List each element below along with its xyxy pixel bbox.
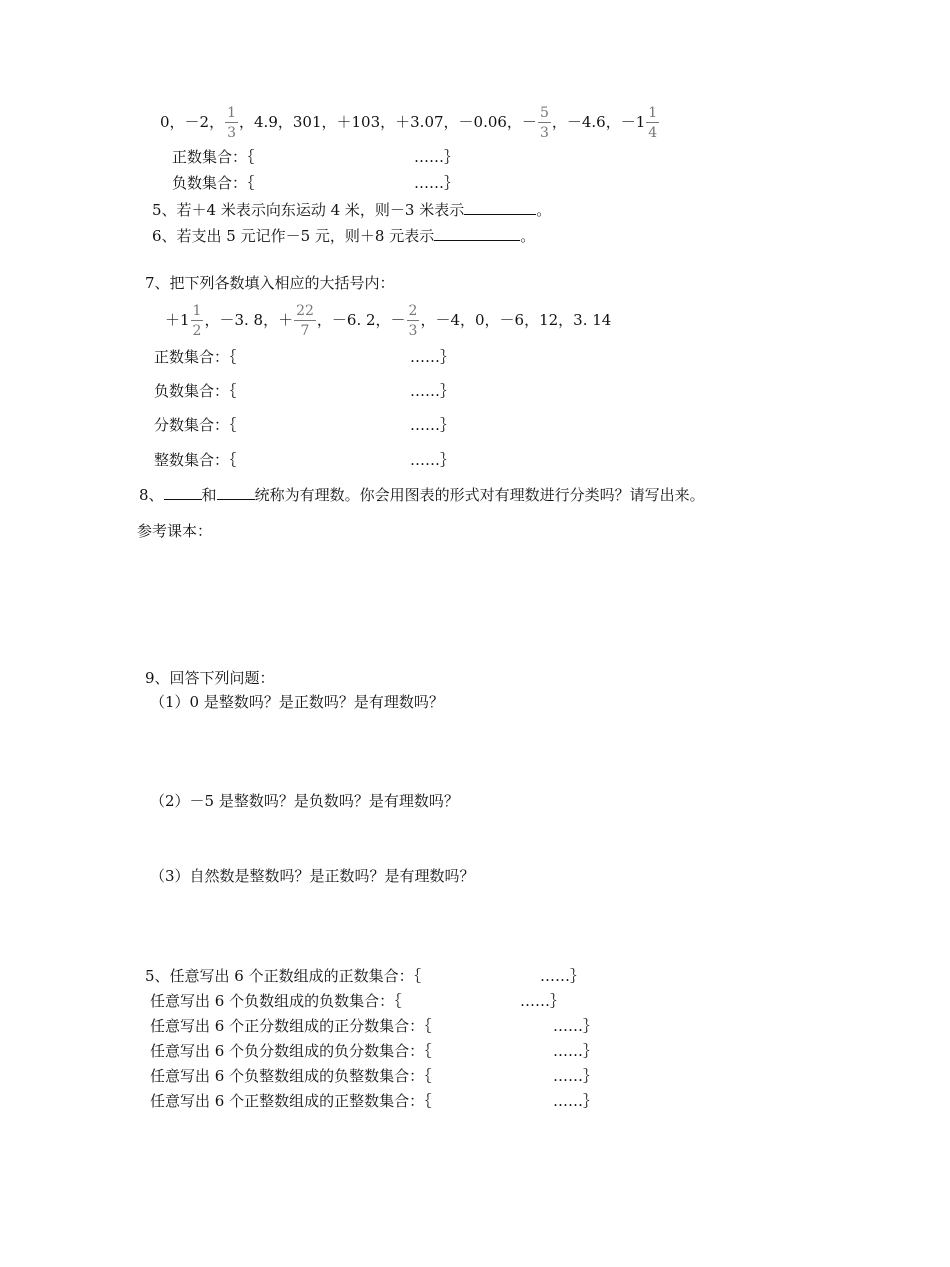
q7-set-negative-end: ……｝ <box>410 382 456 400</box>
fraction-22-7: $\frac{22}{7}$ <box>296 303 314 339</box>
q4-numbers-b: ，4.9，301，＋103，＋3.07，－0.06，－ <box>239 113 537 131</box>
q5b-line-negative-fraction-end: ……｝ <box>553 1042 599 1060</box>
q5b-line-positive-fraction: 任意写出 6 个正分数组成的正分数集合：｛ <box>150 1017 432 1035</box>
q4-set-negative <box>172 173 255 193</box>
q4-set-positive <box>172 147 255 167</box>
q4-set-negative-end: ……｝ <box>414 174 460 192</box>
q5b-line-positive-integer-end: ……｝ <box>553 1092 599 1110</box>
fraction-1-2: $\frac{1}{2}$ <box>192 303 202 339</box>
q5b-line-negative-integer: 任意写出 6 个负整数组成的负整数集合：｛ <box>150 1067 432 1085</box>
q5b-line-negative-fraction: 任意写出 6 个负分数组成的负分数集合：｛ <box>150 1042 432 1060</box>
fraction-2-3: $\frac{2}{3}$ <box>408 303 418 339</box>
question-5: 5、若＋4 米表示向东运动 4 米，则－3 米表示 。 <box>152 201 552 219</box>
set-label: 正数集合：｛ <box>172 148 255 166</box>
q7-set-fraction: 分数集合：｛ <box>154 416 237 434</box>
answer-blank[interactable] <box>217 484 255 500</box>
fraction-5-3: $\frac{5}{3}$ <box>539 105 549 141</box>
q5b-line-positive: 5、任意写出 6 个正数组成的正数集合：｛ <box>145 967 422 985</box>
fraction-1-3: $\frac{1}{3}$ <box>227 105 237 141</box>
q4-set-positive-end: ……｝ <box>414 148 460 166</box>
q9-item-1: （1）0 是整数吗？是正数吗？是有理数吗？ <box>150 693 444 711</box>
fraction-1-4: $\frac{1}{4}$ <box>648 105 658 141</box>
q5b-line-negative: 任意写出 6 个负数组成的负数集合：｛ <box>150 992 402 1010</box>
question-9-title: 9、回答下列问题： <box>145 669 275 687</box>
q7-set-negative: 负数集合：｛ <box>154 382 237 400</box>
q7-numbers-line: ＋1 $\frac{1}{2}$ ，－3. 8，＋ $\frac{22}{7}$ ，－6. 2，－ $\frac{2}{3}$ ，－4，0，－6，12，3. 14 <box>165 303 612 339</box>
q4-numbers-line <box>160 100 660 144</box>
question-6: 6、若支出 5 元记作－5 元，则＋8 元表示 。 <box>152 227 536 245</box>
q7-set-integer-end: ……｝ <box>410 451 456 469</box>
q7-set-fraction-end: ……｝ <box>410 416 456 434</box>
q9-item-2: （2）－5 是整数吗？是负数吗？是有理数吗？ <box>150 792 459 810</box>
answer-blank[interactable] <box>164 484 202 500</box>
q5b-line-positive-integer: 任意写出 6 个正整数组成的正整数集合：｛ <box>150 1092 432 1110</box>
reference-note: 参考课本： <box>137 522 213 540</box>
answer-blank[interactable] <box>464 199 536 215</box>
q5b-line-positive-fraction-end: ……｝ <box>553 1017 599 1035</box>
q9-item-3: （3）自然数是整数吗？是正数吗？是有理数吗？ <box>150 867 475 885</box>
q4-numbers-a: 0，－2， <box>160 113 225 131</box>
set-label: 负数集合：｛ <box>172 174 255 192</box>
q5b-line-negative-integer-end: ……｝ <box>553 1067 599 1085</box>
question-8: 8、 和 统称为有理数。你会用图表的形式对有理数进行分类吗？请写出来。 <box>139 486 705 504</box>
q7-set-integer: 整数集合：｛ <box>154 451 237 469</box>
q4-numbers-c: ，－4.6，－1 <box>551 113 646 131</box>
q5b-line-positive-end: ……｝ <box>540 967 586 985</box>
q7-set-positive: 正数集合：｛ <box>154 348 237 366</box>
question-7-title: 7、把下列各数填入相应的大括号内： <box>145 274 395 292</box>
answer-blank[interactable] <box>434 225 520 241</box>
q5b-line-negative-end: ……｝ <box>520 992 566 1010</box>
q7-set-positive-end: ……｝ <box>410 348 456 366</box>
